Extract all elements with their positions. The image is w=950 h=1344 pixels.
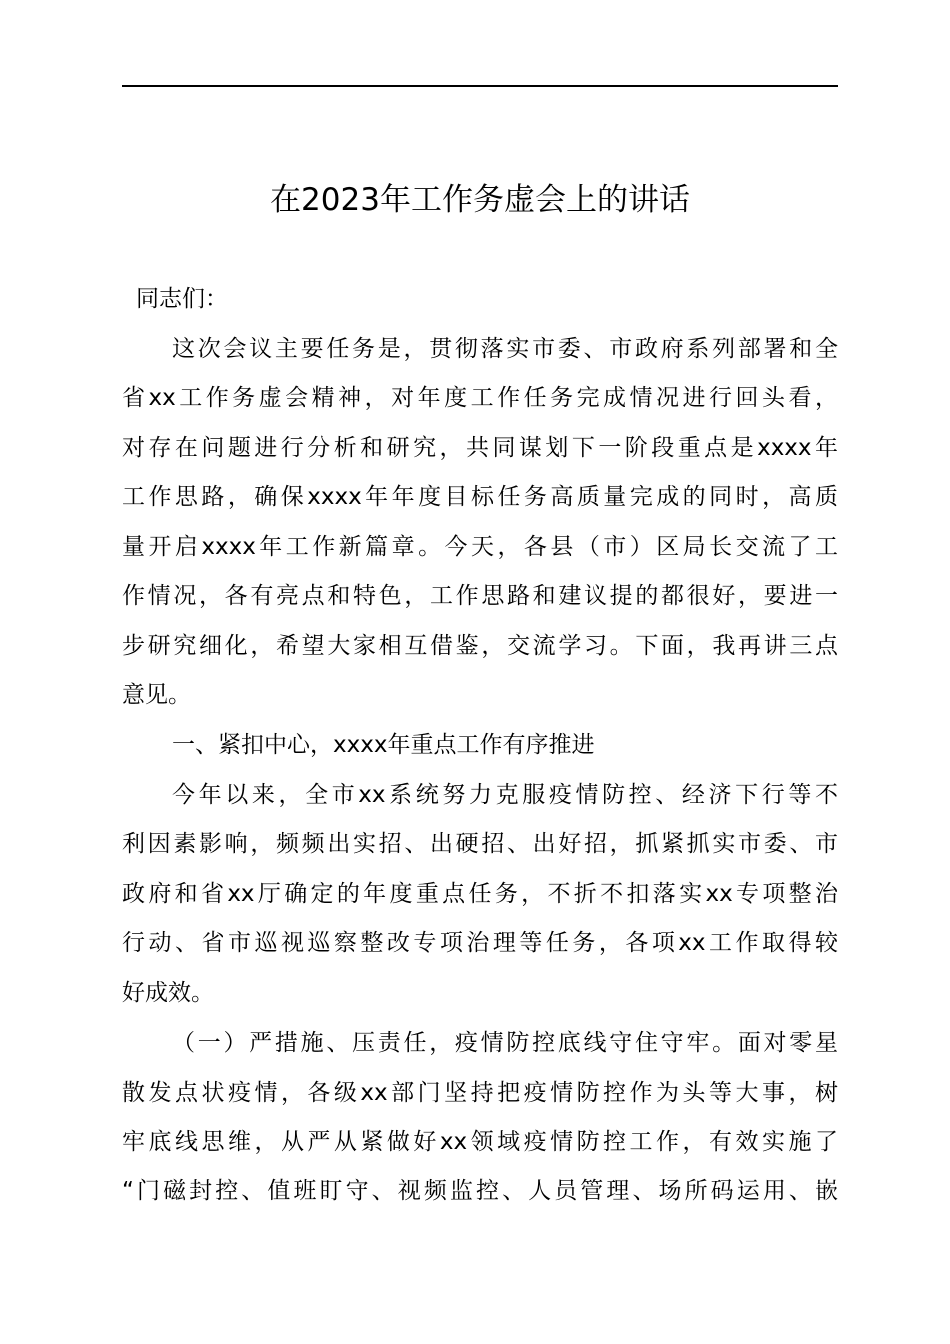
paragraph-line: 政府和省xx厅确定的年度重点任务，不折不扣落实xx专项整治 xyxy=(122,881,838,907)
paragraph-line: 对存在问题进行分析和研究，共同谋划下一阶段重点是xxxx年 xyxy=(122,435,838,461)
paragraph-line: 这次会议主要任务是，贯彻落实市委、市政府系列部署和全 xyxy=(172,336,838,362)
paragraph-line: （一）严措施、压责任，疫情防控底线守住守牢。面对零星 xyxy=(172,1030,838,1056)
paragraph-line: 量开启xxxx年工作新篇章。今天，各县（市）区局长交流了工 xyxy=(122,534,838,560)
paragraph-line: “门磁封控、值班盯守、视频监控、人员管理、场所码运用、嵌 xyxy=(122,1178,838,1204)
paragraph-line: 意见。 xyxy=(122,682,191,708)
paragraph-line: 作情况，各有亮点和特色，工作思路和建议提的都很好，要进一 xyxy=(122,583,838,609)
paragraph-line: 步研究细化，希望大家相互借鉴，交流学习。下面，我再讲三点 xyxy=(122,633,838,659)
paragraph-line: 工作思路，确保xxxx年年度目标任务高质量完成的同时，高质 xyxy=(122,484,838,510)
paragraph-line: 散发点状疫情，各级xx部门坚持把疫情防控作为头等大事，树 xyxy=(122,1080,838,1106)
paragraph-line: 省xx工作务虚会精神，对年度工作任务完成情况进行回头看， xyxy=(122,385,838,411)
paragraph-line: 行动、省市巡视巡察整改专项治理等任务，各项xx工作取得较 xyxy=(122,930,838,956)
paragraph-line: 利因素影响，频频出实招、出硬招、出好招，抓紧抓实市委、市 xyxy=(122,831,838,857)
section-heading: 一、紧扣中心，xxxx年重点工作有序推进 xyxy=(172,732,595,758)
salutation: 同志们： xyxy=(136,286,228,312)
paragraph-line: 牢底线思维，从严从紧做好xx领域疫情防控工作，有效实施了 xyxy=(122,1129,838,1155)
paragraph-line: 今年以来，全市xx系统努力克服疫情防控、经济下行等不 xyxy=(172,782,838,808)
header-rule xyxy=(122,85,838,87)
page-title: 在2023年工作务虚会上的讲话 xyxy=(270,182,690,218)
paragraph-line: 好成效。 xyxy=(122,980,214,1006)
